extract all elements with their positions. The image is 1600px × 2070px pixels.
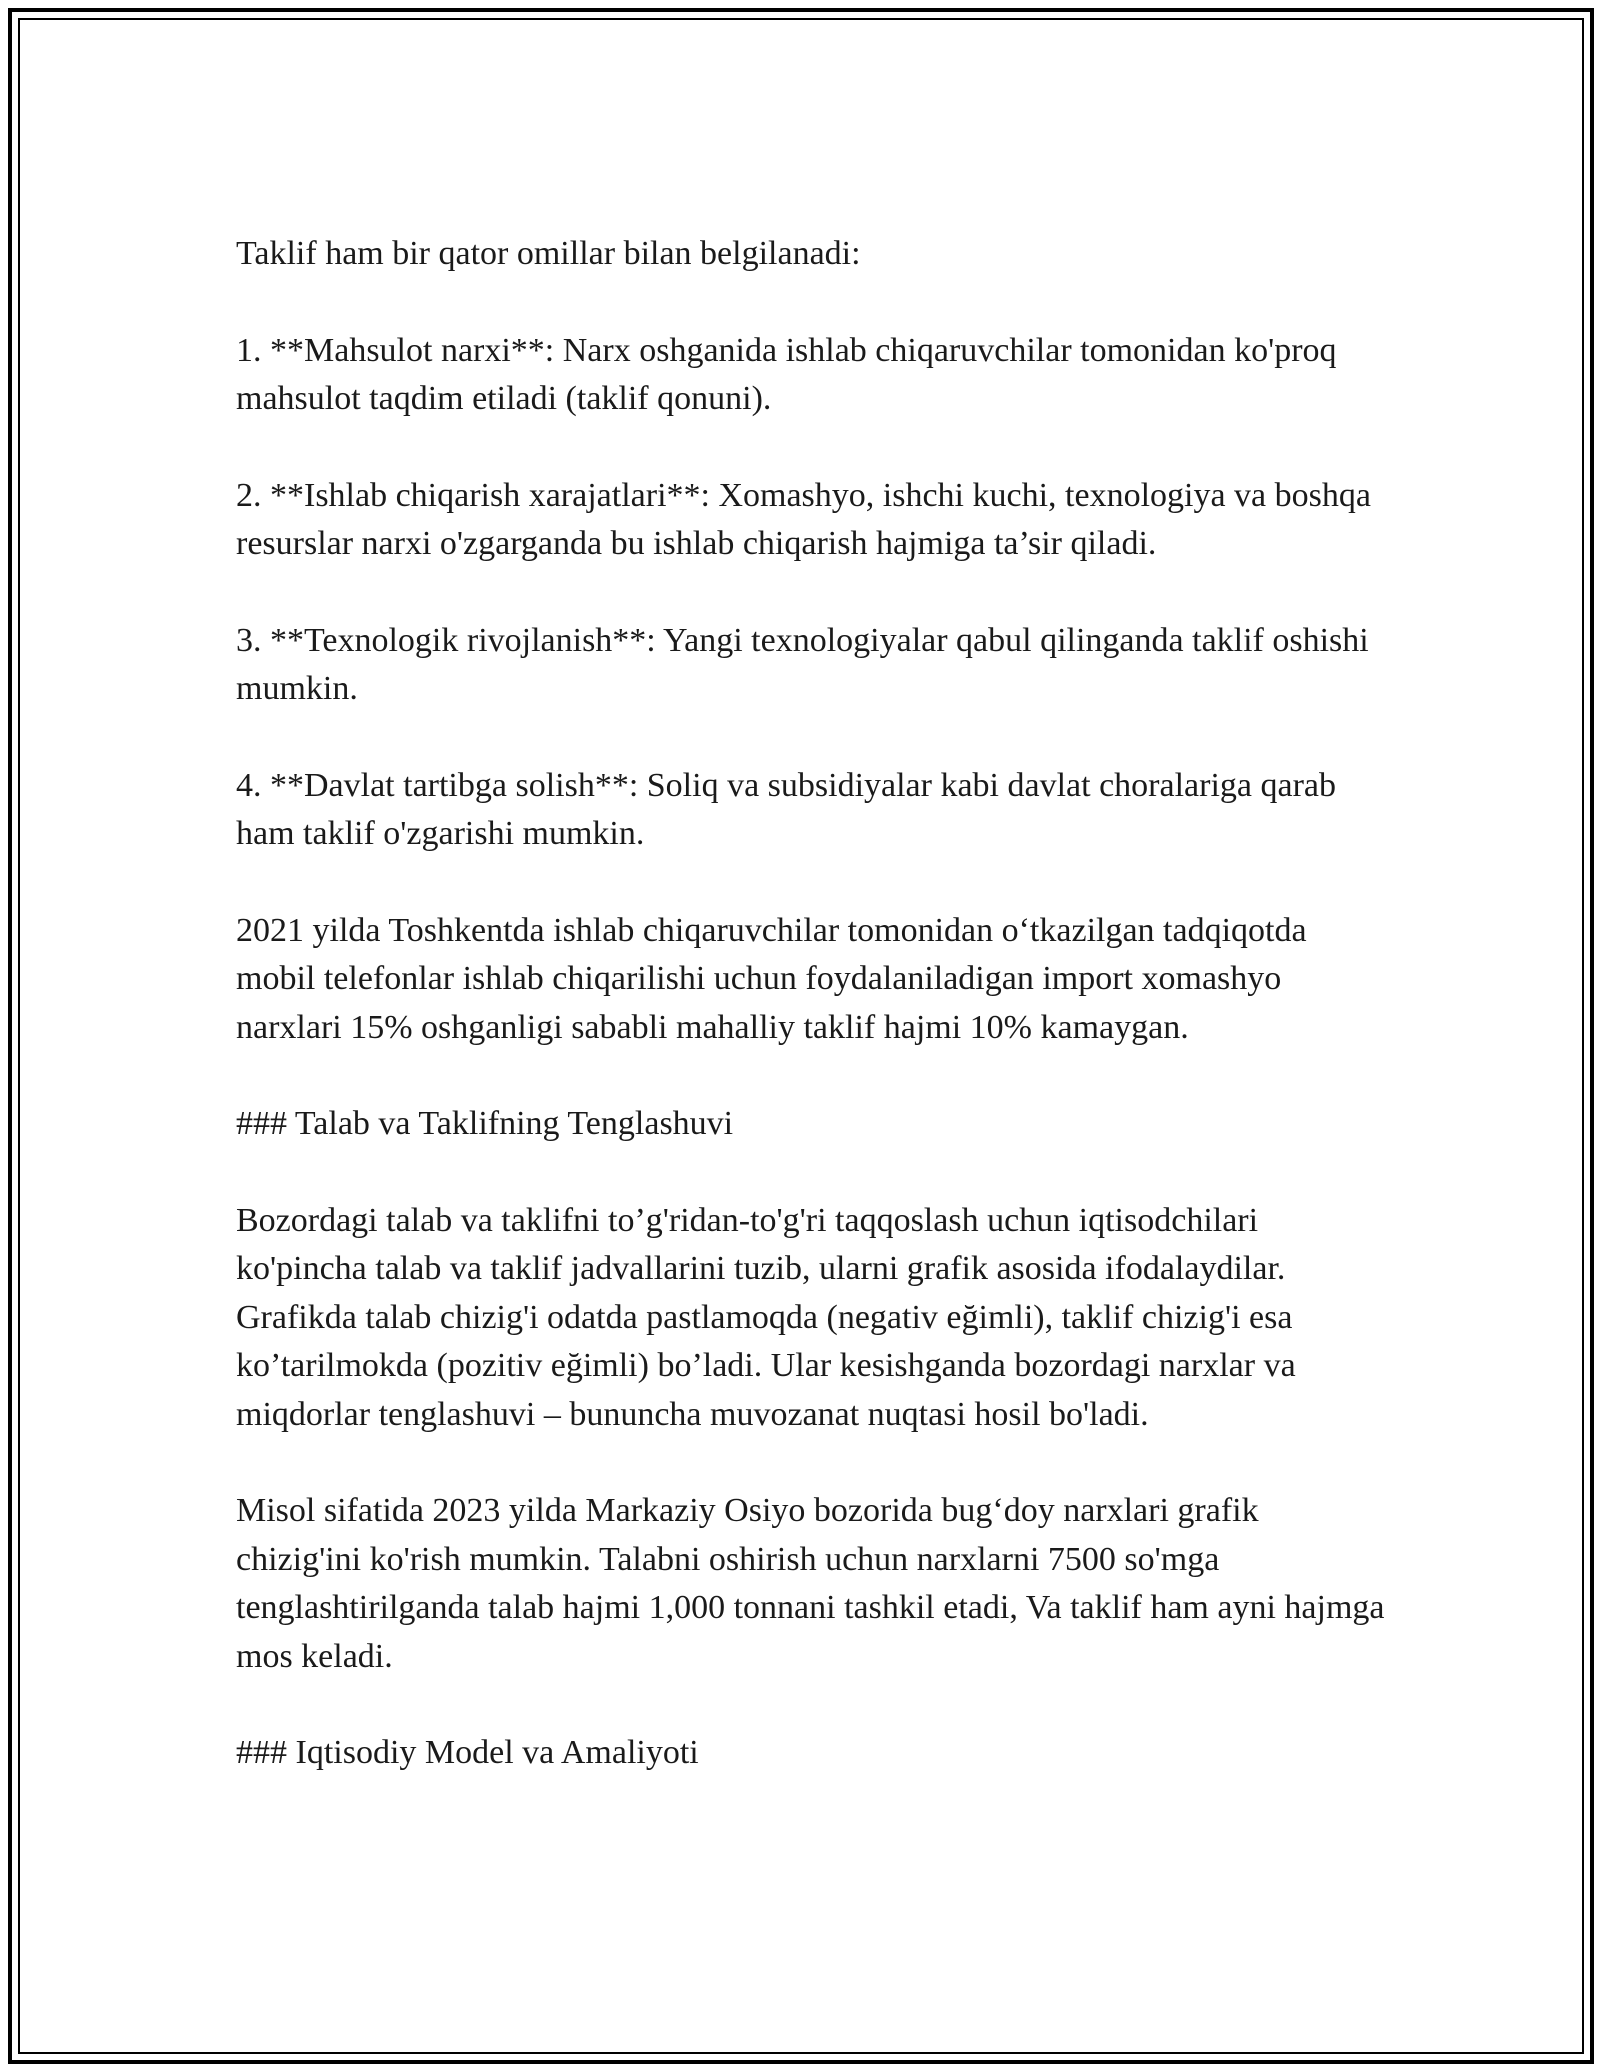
- wheat-example-paragraph: Misol sifatida 2023 yilda Markaziy Osiyo bozorida bug‘doy narxlari grafik chizig'ini ko'rish mumkin. Talabni oshirish uchun narxlarni 7500 so'mga tenglashtirilganda talab hajmi 1,000 tonnani tashkil etadi, Va taklif ham ayni hajmga mos keladi.: [236, 1492, 1385, 1675]
- section-heading-equilibrium: ### Talab va Taklifning Tenglashuvi: [236, 1105, 734, 1142]
- intro-paragraph: Taklif ham bir qator omillar bilan belgilanadi:: [236, 235, 861, 272]
- list-item-production-costs: 2. **Ishlab chiqarish xarajatlari**: Xomashyo, ishchi kuchi, texnologiya va boshqa resurslar narxi o'zgarganda bu ishlab chiqarish hajmiga ta’sir qiladi.: [236, 476, 1371, 562]
- document-body: [236, 230, 1386, 1826]
- equilibrium-paragraph: Bozordagi talab va taklifni to’g'ridan-to'g'ri taqqoslash uchun iqtisodchilari ko'pincha talab va taklif jadvallarini tuzib, ularni grafik asosida ifodalaydilar. Grafikda talab chizig'i odatda pastlamoqda (negativ eğimli), taklif chizig'i esa ko’tarilmokda (pozitiv eğimli) bo’ladi. Ular kesishganda bozordagi narxlar va miqdorlar tenglashuvi – bununcha muvozanat nuqtasi hosil bo'ladi.: [236, 1201, 1296, 1433]
- list-item-price: 1. **Mahsulot narxi**: Narx oshganida ishlab chiqaruvchilar tomonidan ko'proq mahsulot taqdim etiladi (taklif qonuni).: [236, 331, 1337, 417]
- tashkent-example-paragraph: 2021 yilda Toshkentda ishlab chiqaruvchilar tomonidan o‘tkazilgan tadqiqotda mobil telefonlar ishlab chiqarilishi uchun foydalaniladigan import xomashyo narxlari 15% oshganligi sababli mahalliy taklif hajmi 10% kamaygan.: [236, 911, 1307, 1046]
- list-item-technology: 3. **Texnologik rivojlanish**: Yangi texnologiyalar qabul qilinganda taklif oshishi mumkin.: [236, 621, 1369, 707]
- section-heading-economic-model: ### Iqtisodiy Model va Amaliyoti: [236, 1734, 699, 1771]
- list-item-government-regulation: 4. **Davlat tartibga solish**: Soliq va subsidiyalar kabi davlat choralariga qarab ham taklif o'zgarishi mumkin.: [236, 766, 1336, 852]
